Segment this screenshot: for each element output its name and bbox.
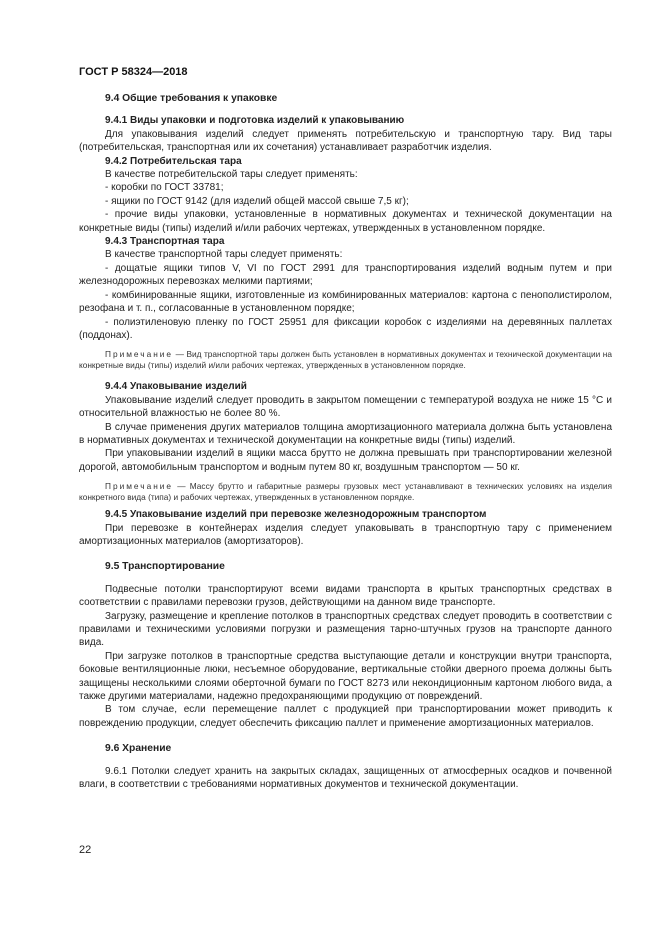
section-9-4-3-heading: 9.4.3 Транспортная тара (105, 236, 225, 248)
section-9-4-5-paragraph: При перевозке в контейнерах изделия следует упаковывать в транспортную тару с применением амортизационных материалов (амортизаторов). (79, 522, 612, 547)
list-item: - коробки по ГОСТ 33781; (105, 182, 224, 194)
section-9-6-heading: 9.6 Хранение (105, 743, 172, 755)
section-9-4-1-heading: 9.4.1 Виды упаковки и подготовка изделий к упаковыванию (105, 115, 405, 127)
page-number: 22 (79, 844, 92, 856)
section-9-4-4-heading: 9.4.4 Упаковывание изделий (105, 381, 247, 393)
page-content (79, 92, 612, 791)
section-9-5-paragraph-4: В том случае, если перемещение паллет с продукцией при транспортировании может приводить к повреждению продукции, следует обеспечить фиксацию паллет и применение амортизационных материалов. (79, 704, 612, 729)
section-9-5-paragraph-3: При загрузке потолков в транспортные средства выступающие детали и конструкции внутри транспорта, боковые вентиляционные люки, несъемное оборудование, вертикальные стойки дверного проема должны быть защищены несколькими слоями оберточной бумаги по ГОСТ 8273 или некондиционным картоном любого вида, а также другими материалами, надежно предохраняющими продукцию от повреждений. (79, 650, 612, 703)
section-9-4-4-paragraph-2: В случае применения других материалов толщина амортизационного материала должна быть установлена в нормативных документах и технической документации на конкретные виды (типы) изделий. (79, 421, 612, 446)
section-9-4-2-intro: В качестве потребительской тары следует применять: (105, 169, 358, 181)
note-label: Примечание (105, 481, 174, 492)
section-9-5-heading: 9.5 Транспортирование (105, 561, 225, 573)
list-item: - дощатые ящики типов V, VI по ГОСТ 2991 для транспортирования изделий водным путем и при железнодорожных перевозках мелкими партиями; (79, 262, 612, 288)
list-item: - полиэтиленовую пленку по ГОСТ 25951 для фиксации коробок с изделиями на деревянных паллетах (поддонах). (79, 316, 612, 341)
section-9-4-4-paragraph-3: При упаковывании изделий в ящики масса брутто не должна превышать при транспортировании железной дорогой, автомобильным транспортом и водным путем 80 кг, воздушным транспортом — 50 кг. (79, 448, 612, 473)
note-text: — Вид транспортной тары должен быть установлен в нормативных документах и технической документации на конкретные виды (типы) изделий и/или рабочих чертежах, утвержденных в установленном порядке. (79, 349, 612, 371)
section-9-5-paragraph-2: Загрузку, размещение и крепление потолков в транспортных средствах следует проводить в соответствии с правилами и техническими условиями погрузки и размещения тарно-штучных грузов на транспорте данного вида. (79, 610, 612, 649)
section-9-4-4-paragraph-1: Упаковывание изделий следует проводить в закрытом помещении с температурой воздуха не ниже 15 °С и относительной влажностью не более 80 %. (79, 394, 612, 420)
section-9-6-paragraph-1: 9.6.1 Потолки следует хранить на закрытых складах, защищенных от атмосферных осадков и почвенной влаги, в соответствии с требованиями нормативных документов и технической документации. (79, 765, 612, 791)
section-9-4-heading: 9.4 Общие требования к упаковке (105, 93, 278, 104)
note-gross-mass (79, 481, 612, 503)
note-text: — Массу брутто и габаритные размеры грузовых мест устанавливают в технических условиях на изделия конкретного вида (типа) и рабочих чертежах, утвержденных в установленном порядке. (79, 481, 612, 503)
section-9-4-3-intro: В качестве транспортной тары следует применять: (105, 249, 343, 261)
list-item: - ящики по ГОСТ 9142 (для изделий общей массой свыше 7,5 кг); (105, 195, 409, 207)
section-9-4-2-heading: 9.4.2 Потребительская тара (105, 155, 242, 167)
section-9-4-1-paragraph: Для упаковывания изделий следует применять потребительскую и транспортную тару. Вид тары (потребительская, транспортная или их сочетания) устанавливает разработчик изделия. (79, 128, 612, 154)
section-9-4-5-heading: 9.4.5 Упаковывание изделий при перевозке железнодорожным транспортом (105, 509, 487, 521)
list-item: - прочие виды упаковки, установленные в нормативных документах и технической документации на конкретные виды (типы) изделий и/или рабочих чертежах, утвержденных в установленном порядке. (79, 209, 612, 234)
standard-header: ГОСТ Р 58324—2018 (79, 66, 188, 78)
section-9-5-paragraph-1: Подвесные потолки транспортируют всеми видами транспорта в крытых транспортных средствах в соответствии с правилами перевозки грузов, действующими на данном виде транспорте. (79, 583, 612, 609)
note-transport-container (79, 349, 612, 371)
list-item: - комбинированные ящики, изготовленные из комбинированных материалов: картона с пенополистиролом, резофана и т. п., согласованные в установленном порядке; (79, 289, 612, 315)
note-label: Примечание (105, 349, 174, 360)
